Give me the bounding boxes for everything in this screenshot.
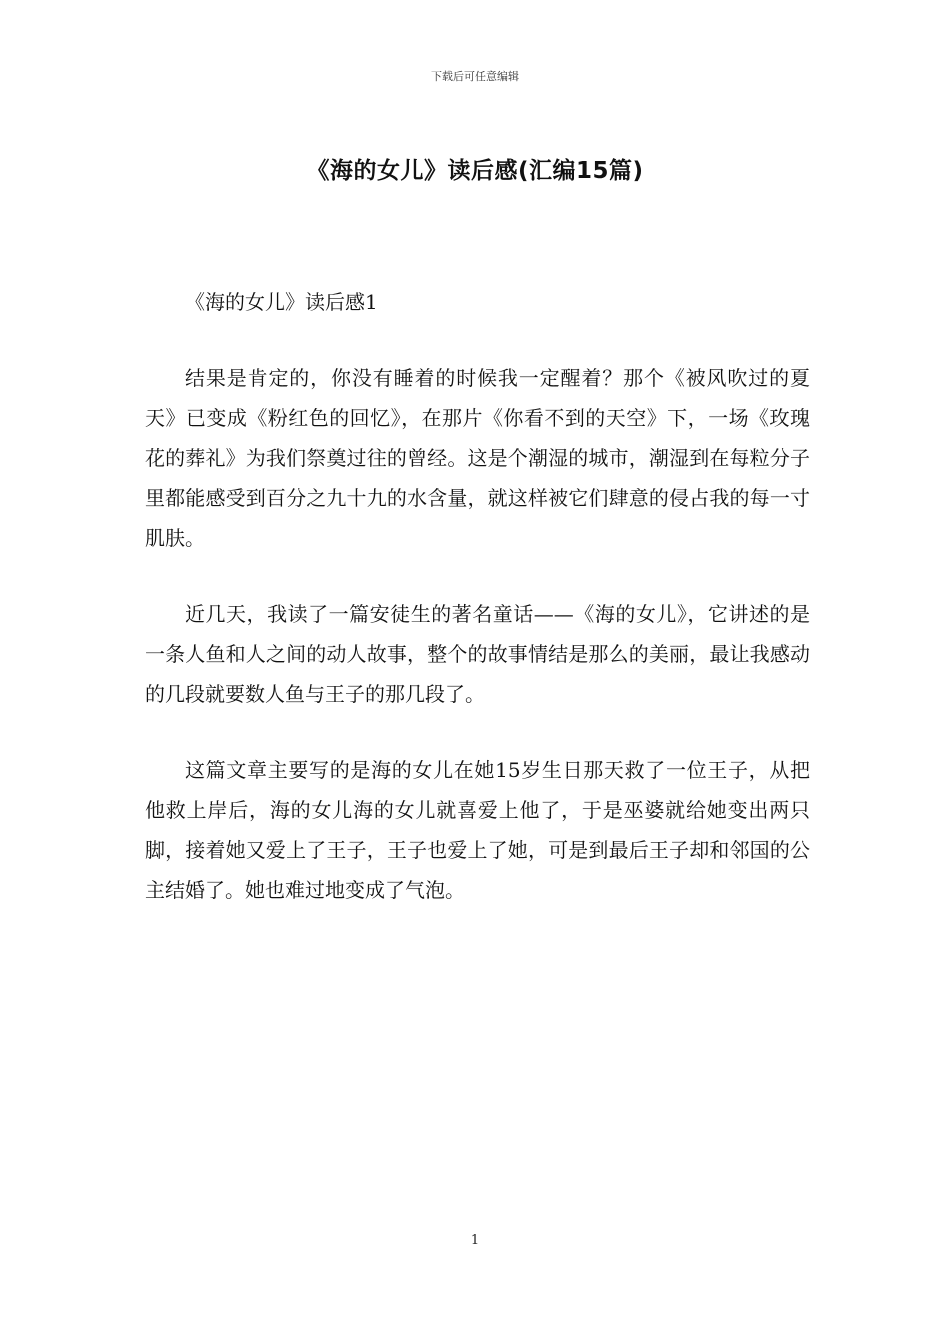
paragraph: 结果是肯定的，你没有睡着的时候我一定醒着？那个《被风吹过的夏天》已变成《粉红色的回忆》，在那片《你看不到的天空》下，一场《玫瑰花的葬礼》为我们祭奠过往的曾经。这是个潮湿的城市，潮湿到在每粒分子里都能感受到百分之九十九的水含量，就这样被它们肆意的侵占我的每一寸肌肤。: [145, 366, 810, 550]
document-body: [145, 282, 810, 946]
page-number: 1: [470, 1233, 480, 1248]
section-heading: 《海的女儿》读后感1: [185, 290, 378, 314]
header-note: 下载后可任意编辑: [431, 70, 519, 83]
paragraph: 这篇文章主要写的是海的女儿在她15岁生日那天救了一位王子，从把他救上岸后，海的女儿海的女儿就喜爱上他了，于是巫婆就给她变出两只脚，接着她又爱上了王子，王子也爱上了她，可是到最后王子却和邻国的公主结婚了。她也难过地变成了气泡。: [145, 758, 810, 902]
paragraph: 近几天，我读了一篇安徒生的著名童话——《海的女儿》，它讲述的是一条人鱼和人之间的动人故事，整个的故事情结是那么的美丽，最让我感动的几段就要数人鱼与王子的那几段了。: [145, 602, 810, 706]
document-title: 《海的女儿》读后感(汇编15篇): [306, 158, 644, 184]
